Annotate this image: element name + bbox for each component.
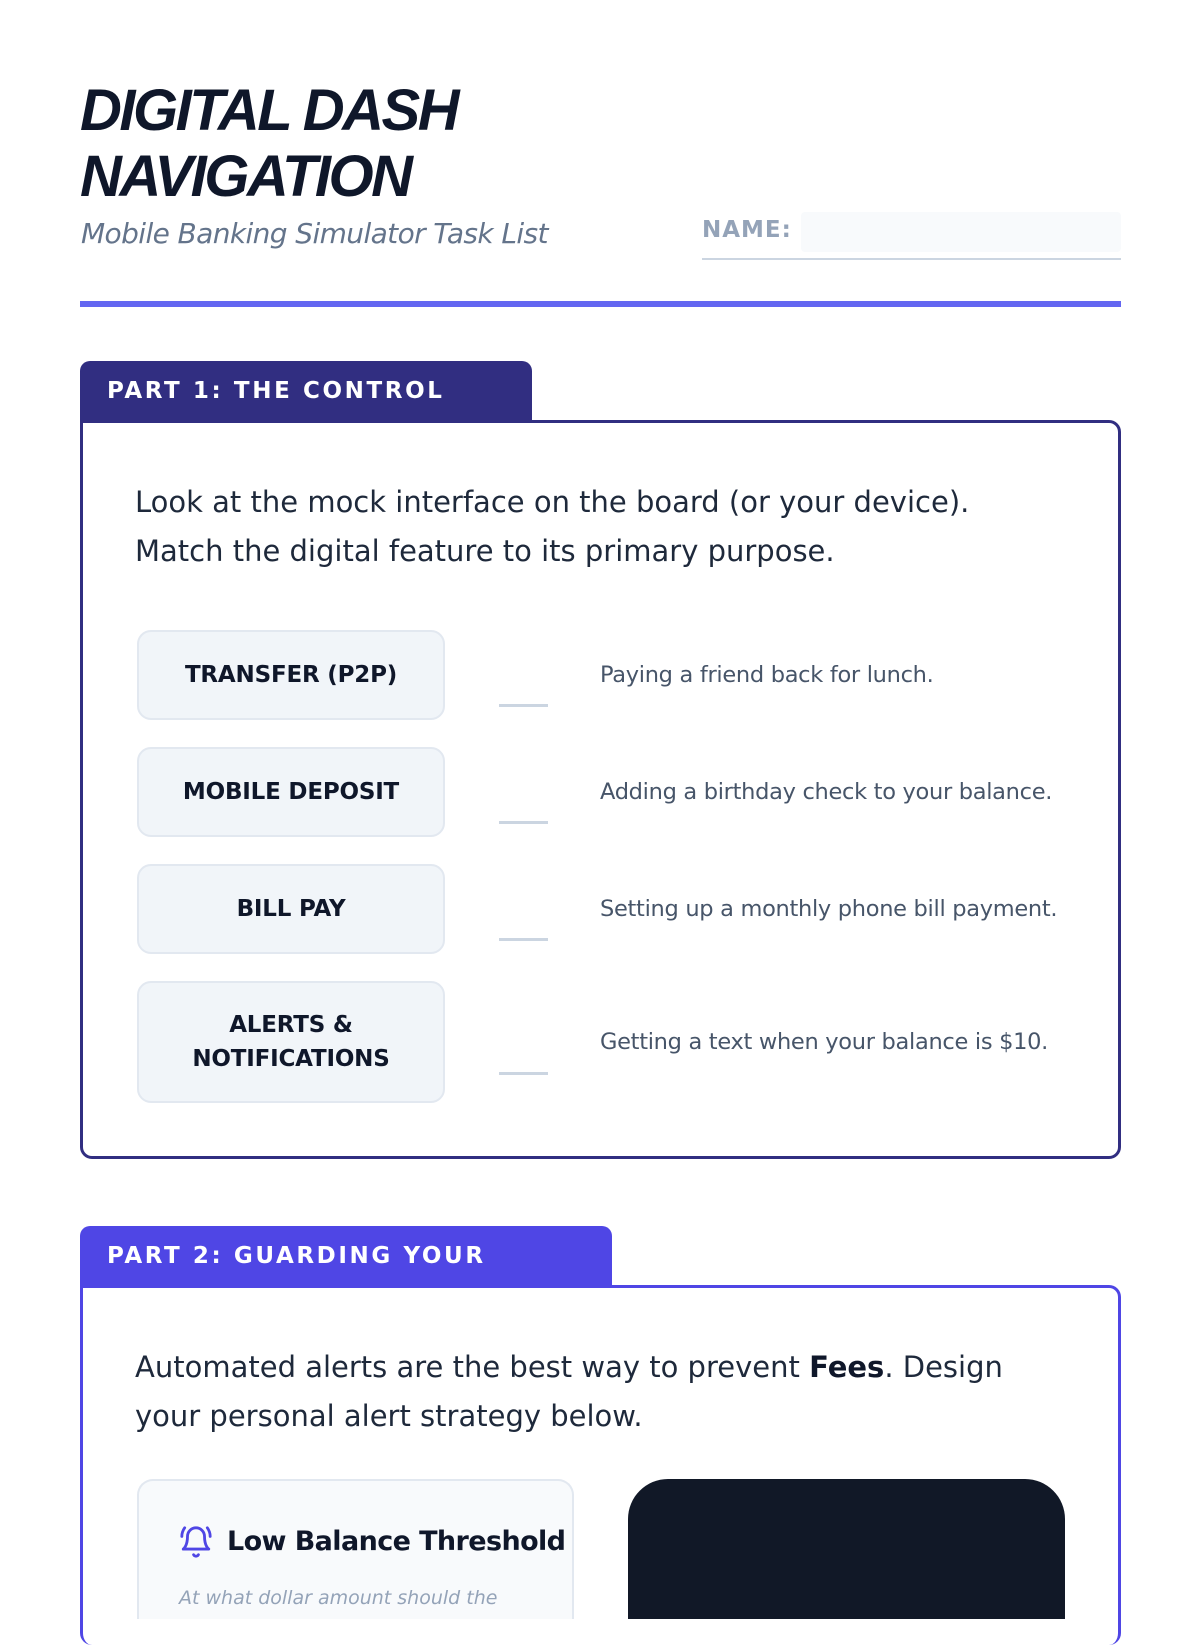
low-balance-card: [137, 1479, 574, 1619]
card-title: Low Balance Threshold: [227, 1526, 566, 1557]
part2-instructions: [135, 1343, 1065, 1441]
match-blank[interactable]: [499, 938, 548, 941]
page-title: DIGITAL DASH NAVIGATION: [80, 78, 458, 209]
name-field-group: [702, 210, 1121, 260]
phone-mockup: [628, 1479, 1065, 1619]
part1-tab: PART 1: THE CONTROL: [80, 361, 532, 421]
purpose-text: Adding a birthday check to your balance.: [600, 779, 1053, 805]
match-blank[interactable]: [499, 821, 548, 824]
part2-tab: PART 2: GUARDING YOUR: [80, 1226, 612, 1286]
match-blank[interactable]: [499, 704, 548, 707]
name-input[interactable]: [801, 212, 1121, 252]
purpose-text: Setting up a monthly phone bill payment.: [600, 896, 1058, 922]
intro-text: Automated alerts are the best way to prevent: [135, 1350, 810, 1384]
match-blank[interactable]: [499, 1072, 548, 1075]
intro-text: . Design your personal alert strategy below.: [135, 1350, 1003, 1433]
feature-card-mobile-deposit[interactable]: MOBILE DEPOSIT: [137, 747, 445, 837]
name-label: NAME:: [702, 217, 792, 243]
fees-keyword: Fees: [809, 1350, 885, 1384]
purpose-text: Getting a text when your balance is $10.: [600, 1029, 1048, 1055]
feature-card-bill-pay[interactable]: BILL PAY: [137, 864, 445, 954]
page-subtitle: Mobile Banking Simulator Task List: [81, 217, 548, 250]
card-description: At what dollar amount should the: [179, 1587, 498, 1609]
feature-card-transfer[interactable]: TRANSFER (P2P): [137, 630, 445, 720]
part1-instructions: Look at the mock interface on the board (or your device). Match the digital feature to its primary purpose.: [135, 485, 970, 568]
purpose-text: Paying a friend back for lunch.: [600, 662, 934, 688]
header-divider: [80, 301, 1121, 307]
bell-icon: [179, 1525, 213, 1559]
feature-card-alerts[interactable]: ALERTS & NOTIFICATIONS: [137, 981, 445, 1103]
